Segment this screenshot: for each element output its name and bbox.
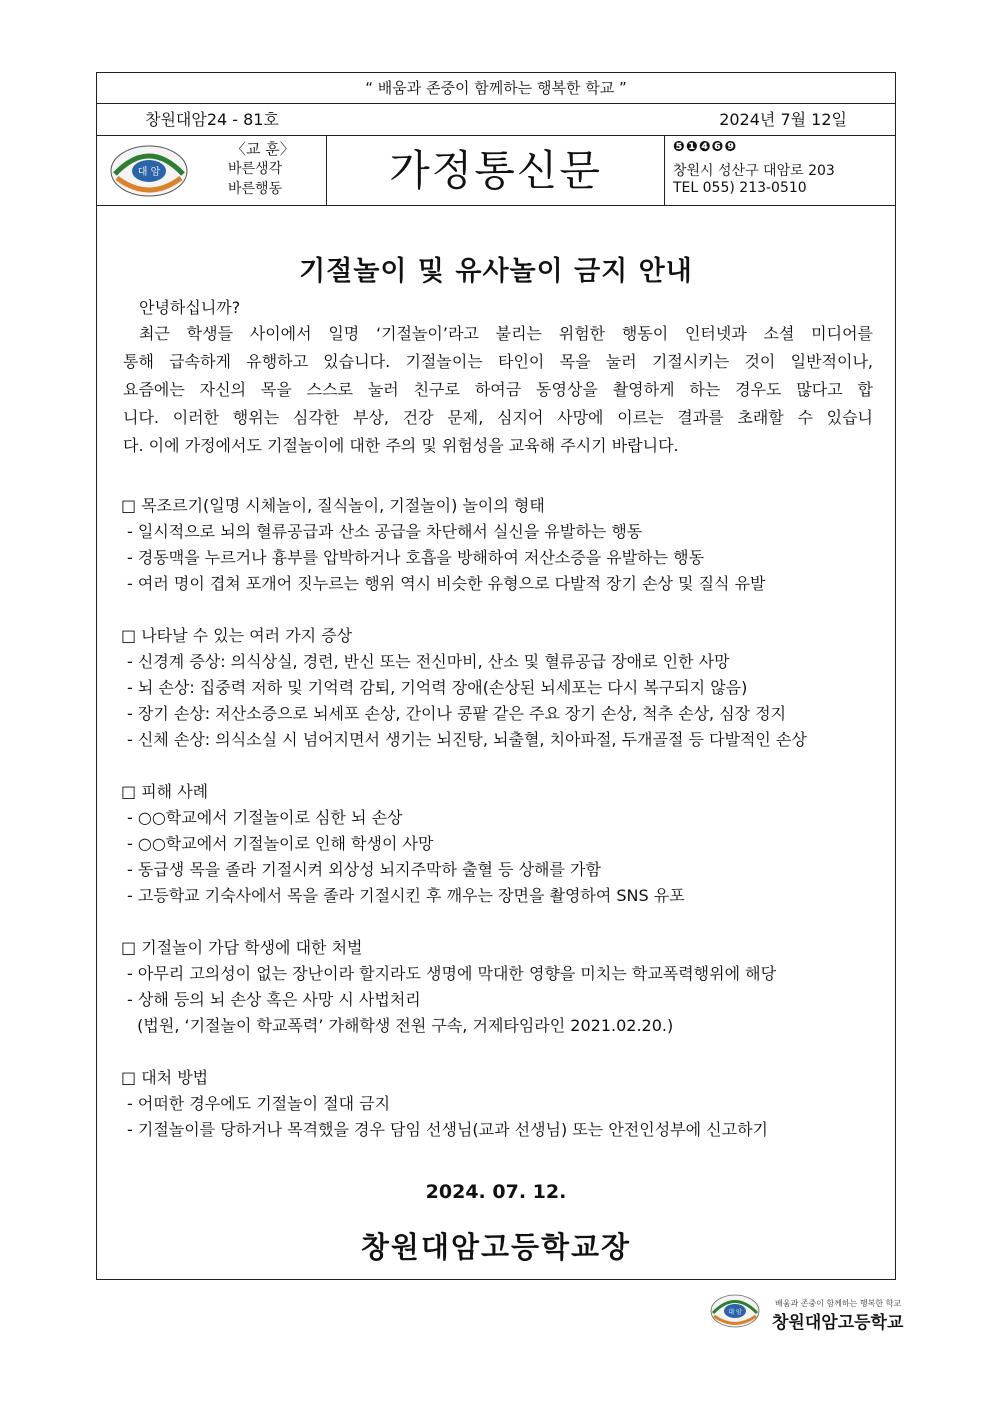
footer-motto: 배움과 존중이 함께하는 행복한 학교 [775, 1299, 902, 1308]
principal-signature: 창원대암고등학교장 [360, 1230, 632, 1264]
list-item: - 경동맥을 누르거나 흉부를 압박하거나 호흡을 방해하여 저산소증을 유발하는 행동 [127, 548, 705, 567]
school-logo-icon [109, 144, 189, 198]
list-item: - 신체 손상: 의식소실 시 넘어지면서 생기는 뇌진탕, 뇌출혈, 치아파절, 두개골절 등 다발적인 손상 [127, 730, 807, 749]
newsletter-frame [96, 72, 896, 1280]
closing-date: 2024. 07. 12. [425, 1181, 567, 1203]
newsletter-title: 가정통신문 [389, 146, 602, 195]
school-address: 창원시 성산구 대암로 203 [673, 163, 835, 179]
motto-line-1: 바른생각 [228, 161, 283, 177]
footer-school-name: 창원대암고등학교 [772, 1313, 904, 1333]
title-cell [327, 136, 665, 205]
list-item: - ○○학교에서 기절놀이로 심한 뇌 손상 [127, 808, 403, 827]
list-item: - 상해 등의 뇌 손상 혹은 사망 시 사법처리 [127, 990, 421, 1009]
list-item: - 뇌 손상: 집중력 저하 및 기억력 감퇴, 기억력 장애(손상된 뇌세포는 다시 복구되지 않음) [127, 678, 748, 697]
section-heading: □ 목조르기(일명 시체놀이, 질식놀이, 기절놀이) 놀이의 형태 [121, 496, 545, 515]
list-item: - 아무리 고의성이 없는 장난이라 할지라도 생명에 막대한 영향을 미치는 학교폭력행위에 해당 [127, 964, 777, 983]
list-item: - 고등학교 기숙사에서 목을 졸라 기절시킨 후 깨우는 장면을 촬영하여 SNS 유포 [127, 886, 685, 905]
list-item: - 어떠한 경우에도 기절놀이 절대 금지 [127, 1094, 391, 1113]
footer-logo-icon [710, 1294, 760, 1328]
intro-line: 다. 이에 가정에서도 기절놀이에 대한 주의 및 위험성을 교육해 주시기 바랍니다. [123, 436, 679, 455]
list-item: - ○○학교에서 기절놀이로 인해 학생이 사망 [127, 834, 434, 853]
list-item: - 동급생 목을 졸라 기절시켜 외상성 뇌지주막하 출혈 등 상해를 가함 [127, 860, 601, 879]
doc-date: 2024년 7월 12일 [719, 110, 847, 129]
postal-code: ❺❶❹❻❾ [673, 139, 738, 155]
motto-banner: “ 배움과 존중이 함께하는 행복한 학교 ” [97, 73, 895, 104]
list-item: (법원, ‘기절놀이 학교폭력’ 가해학생 전원 구속, 거제타임라인 2021.02.20.) [127, 1016, 674, 1035]
school-phone: TEL 055) 213-0510 [673, 180, 807, 196]
intro-line: 니다. 이러한 행위는 심각한 부상, 건강 문제, 심지어 사망에 이르는 결과를 초래할 수 있습니 [123, 408, 873, 427]
header-row [97, 136, 895, 206]
contact-cell [665, 136, 895, 205]
logo-text: 대 암 [137, 167, 161, 178]
intro-line: 요즘에는 자신의 목을 스스로 눌러 친구로 하여금 동영상을 촬영하게 하는 경우도 많다고 합 [123, 380, 873, 399]
school-motto-cell [97, 136, 327, 205]
list-item: - 기절놀이를 당하거나 목격했을 경우 담임 선생님(교과 선생님) 또는 안전인성부에 신고하기 [127, 1120, 768, 1139]
motto-line-2: 바른행동 [228, 181, 283, 197]
list-item: - 신경계 증상: 의식상실, 경련, 반신 또는 전신마비, 산소 및 혈류공급 장애로 인한 사망 [127, 652, 730, 671]
section-heading: □ 피해 사례 [121, 782, 209, 801]
intro-line: 통해 급속하게 유행하고 있습니다. 기절놀이는 타인이 목을 눌러 기절시키는 것이 일반적이나, [123, 352, 873, 371]
doc-number: 창원대암24 - 81호 [145, 110, 279, 129]
motto-title: 〈교 훈〉 [231, 140, 295, 158]
section-heading: □ 대처 방법 [121, 1068, 209, 1087]
greeting: 안녕하십니까? [139, 298, 241, 317]
section-heading: □ 나타날 수 있는 여러 가지 증상 [121, 626, 353, 645]
section-heading: □ 기절놀이 가담 학생에 대한 처벌 [121, 938, 363, 957]
letter-title: 기절놀이 및 유사놀이 금지 안내 [299, 256, 693, 287]
list-item: - 여러 명이 겹쳐 포개어 짓누르는 행위 역시 비슷한 유형으로 다발적 장기 손상 및 질식 유발 [127, 574, 766, 593]
doc-info-row [97, 104, 895, 136]
list-item: - 장기 손상: 저산소증으로 뇌세포 손상, 간이나 콩팥 같은 주요 장기 손상, 척추 손상, 심장 정지 [127, 704, 787, 723]
footer-logo-text: 대 암 [728, 1309, 742, 1316]
list-item: - 일시적으로 뇌의 혈류공급과 산소 공급을 차단해서 실신을 유발하는 행동 [127, 522, 643, 541]
intro-line: 최근 학생들 사이에서 일명 ‘기절놀이’라고 불리는 위험한 행동이 인터넷과 소셜 미디어를 [139, 324, 873, 343]
